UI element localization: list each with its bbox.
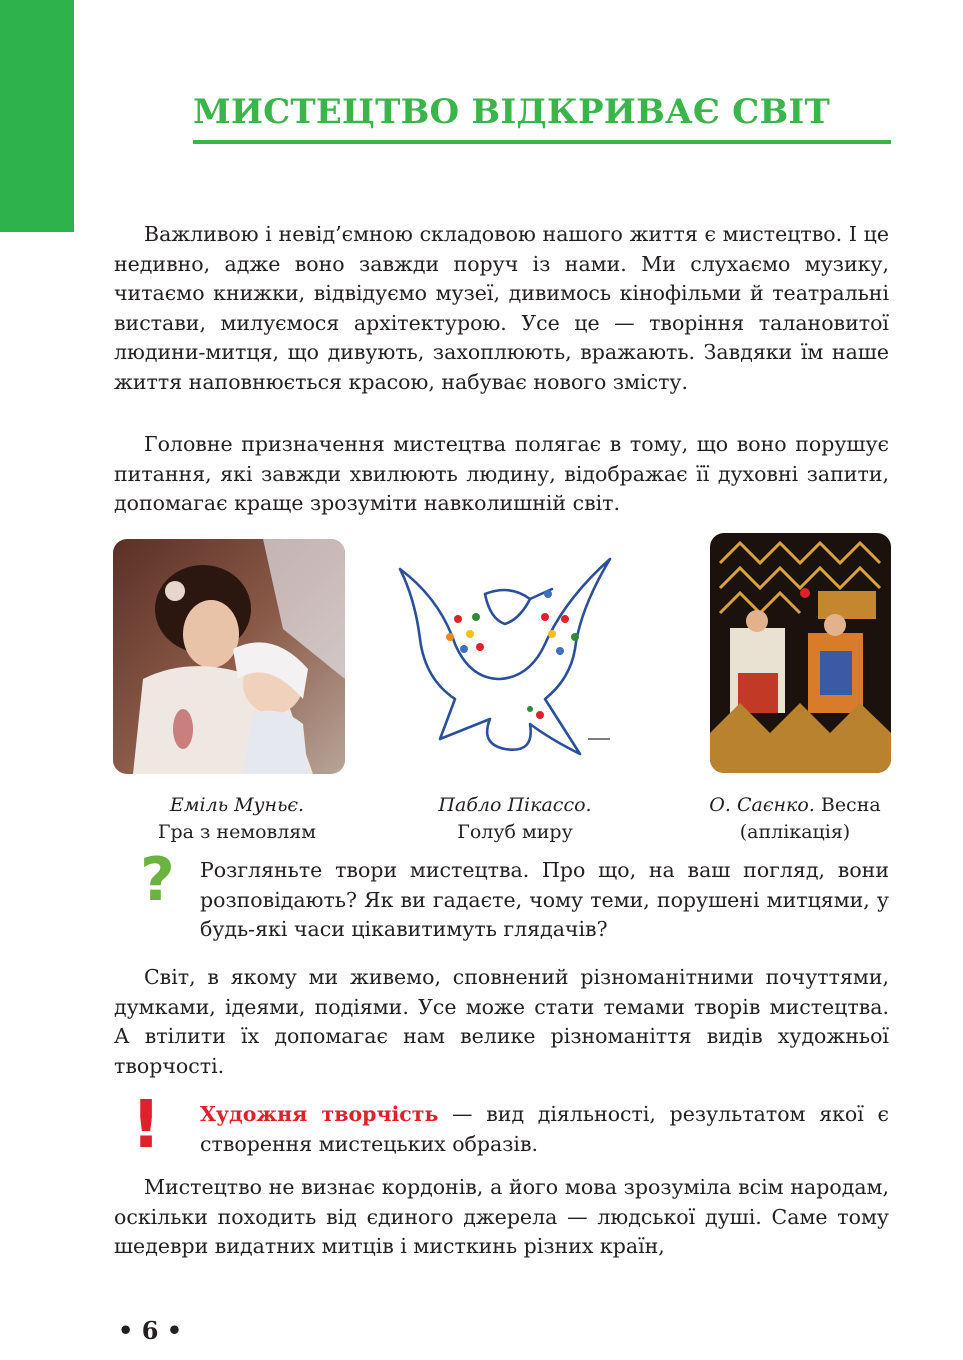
caption-author: О. Саєнко. xyxy=(709,794,815,816)
exclamation-mark-icon: ! xyxy=(131,1086,162,1163)
caption-saienko xyxy=(670,792,920,846)
caption-author: Еміль Муньє. xyxy=(169,794,305,816)
caption-picasso xyxy=(390,792,640,846)
painting-munier-image xyxy=(113,539,345,774)
definition-term: Художня творчість xyxy=(200,1102,439,1126)
caption-author: Пабло Пікассо. xyxy=(438,794,592,816)
caption-work: (аплікація) xyxy=(739,821,851,843)
caption-work-inline: Весна xyxy=(814,794,881,816)
caption-work: Гра з немовлям xyxy=(157,821,317,843)
title-underline xyxy=(193,140,891,144)
paragraph-purpose: Головне призначення мистецтва полягає в тому, що воно порушує питання, які завжди хвилюють людину, відображає її духовні запити, допомагає краще зрозуміти навколишній світ. xyxy=(114,432,889,516)
question-text: Розгляньте твори мистецтва. Про що, на ваш погляд, вони розповідають? Як ви гадаєте, чому теми, порушені митцями, у будь-які часи цікавитимуть глядачів? xyxy=(200,858,889,942)
picasso-dove-image xyxy=(380,539,630,774)
question-mark-icon: ? xyxy=(140,845,175,915)
saienko-applique-image xyxy=(710,533,891,773)
corner-tab xyxy=(0,0,74,232)
paragraph-borders: Мистецтво не визнає кордонів, а його мова зрозуміла всім народам, оскільки походить від єдиного джерела — людської душі. Саме тому шедеври видатних митців і мисткинь різних країн, xyxy=(114,1175,889,1259)
paragraph-intro: Важливою і невід’ємною складовою нашого життя є мистецтво. І це недивно, адже воно завжди поруч із нами. Ми слухаємо музику, читаємо книжки, відвідуємо музеї, дивимось кінофільми й театральні вистави, милуємося архітектурою. Усе це — творіння талановитої людини-митця, що дивують, захоплюють, вражають. Завдяки їм наше життя наповнюється красою, набуває нового змісту. xyxy=(114,222,889,394)
page-title: МИСТЕЦТВО ВІДКРИВАЄ СВІТ xyxy=(193,92,830,132)
caption-munier xyxy=(112,792,362,846)
paragraph-world: Світ, в якому ми живемо, сповнений різноманітними почуттями, думками, ідеями, подіями. Усе може стати темами творів мистецтва. А втілити їх допомагає нам велике різноманіття видів художньої творчості. xyxy=(114,965,889,1078)
definition-text: — вид діяльності, результатом якої є створення мистецьких образів. xyxy=(200,1102,889,1156)
definition-block xyxy=(200,1100,889,1159)
caption-work: Голуб миру xyxy=(457,821,573,843)
page-number: • 6 • xyxy=(118,1316,183,1345)
